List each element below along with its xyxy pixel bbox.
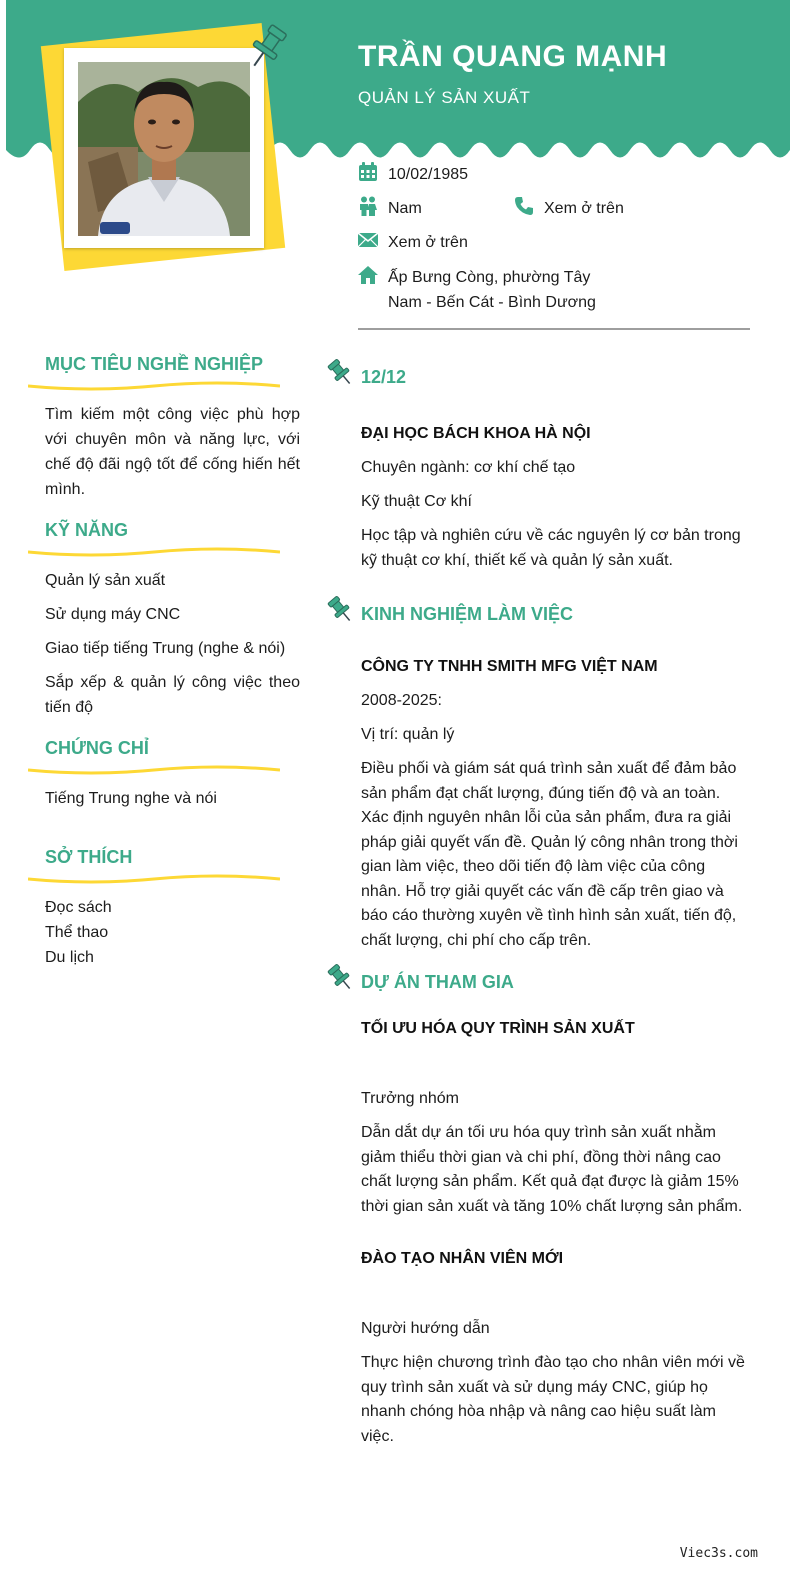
skill-item: Giao tiếp tiếng Trung (nghe & nói) (45, 640, 286, 657)
phone-icon (514, 196, 534, 216)
experience-section (326, 599, 746, 953)
project-name: ĐÀO TẠO NHÂN VIÊN MỚI (361, 1250, 564, 1267)
photo-frame (64, 48, 264, 248)
info-phone (514, 196, 624, 221)
info-gender (358, 196, 422, 221)
experience-heading: KINH NGHIỆM LÀM VIỆC (361, 604, 574, 624)
objective-heading: MỤC TIÊU NGHỀ NGHIỆP (45, 354, 264, 374)
project-role: Trưởng nhóm (361, 1090, 459, 1107)
education-description: Học tập và nghiên cứu về các nguyên lý cơ bản trong kỹ thuật cơ khí, thiết kế và quản lý sản xuất. (361, 527, 741, 569)
hobby-item: Du lịch (45, 949, 94, 966)
candidate-job-title: QUẢN LÝ SẢN XUẤT (358, 88, 531, 107)
right-column (326, 362, 746, 1449)
pushpin-icon (326, 358, 354, 388)
calendar-icon (358, 162, 378, 182)
skill-item: Sử dụng máy CNC (45, 606, 181, 623)
company-name: CÔNG TY TNHH SMITH MFG VIỆT NAM (361, 658, 658, 675)
hobby-item: Đọc sách (45, 899, 112, 916)
address-line-1: Ấp Bưng Còng, phường Tây (388, 269, 591, 286)
project-description: Thực hiện chương trình đào tạo cho nhân viên mới về quy trình sản xuất và sử dụng máy CNC, giúp họ nhanh chóng hòa nhập và nâng cao hiệu suất làm việc. (361, 1354, 745, 1445)
education-heading: 12/12 (361, 367, 407, 387)
hobbies-section (28, 843, 300, 970)
experience-period: 2008-2025: (361, 692, 442, 709)
hobby-item: Thể thao (45, 924, 109, 941)
experience-description: Điều phối và giám sát quá trình sản xuất để đảm bảo sản phẩm đạt chất lượng, đúng tiến độ và an toàn. Xác định nguyên nhân lỗi của sản phẩm, đưa ra giải pháp giải quyết vấn đề. Quản lý công nhân trong thời gian làm việc, theo dõi tiến độ làm việc của công nhân. Hỗ trợ giải quyết các vấn đề cấp trên giao và báo cáo thường xuyên về tình hình sản xuất, tiến độ, chất lượng, chi phí cho cấp trên. (361, 760, 738, 949)
people-icon (358, 196, 378, 216)
pushpin-icon (326, 963, 354, 993)
info-address (358, 265, 596, 315)
avatar (78, 62, 250, 236)
hobbies-heading: SỞ THÍCH (45, 847, 133, 867)
home-icon (358, 265, 378, 285)
skill-item: Quản lý sản xuất (45, 572, 166, 589)
wave-underline (28, 873, 280, 885)
email-value: Xem ở trên (388, 234, 468, 251)
info-birthdate (358, 162, 468, 187)
objective-section (28, 350, 300, 502)
education-section (326, 362, 746, 573)
projects-section (326, 967, 746, 1449)
gender-value: Nam (388, 200, 422, 217)
experience-position: Vị trí: quản lý (361, 726, 455, 743)
birthdate-value: 10/02/1985 (388, 166, 469, 183)
address-line-2: Nam - Bến Cát - Bình Dương (388, 294, 596, 311)
skills-heading: KỸ NĂNG (45, 520, 129, 540)
watermark: Viec3s.com (679, 1546, 758, 1561)
wave-underline (28, 380, 280, 392)
school-name: ĐẠI HỌC BÁCH KHOA HÀ NỘI (361, 425, 591, 442)
wave-underline (28, 764, 280, 776)
wave-underline (28, 546, 280, 558)
info-email (358, 230, 468, 255)
info-divider (358, 328, 750, 330)
certificates-section (28, 734, 300, 811)
skills-section (28, 516, 300, 720)
education-major: Chuyên ngành: cơ khí chế tạo (361, 459, 576, 476)
project-description: Dẫn dắt dự án tối ưu hóa quy trình sản xuất nhằm giảm thiểu thời gian và chi phí, đồng thời nâng cao chất lượng sản phẩm. Kết quả đạt được là giảm 15% thời gian sản xuất và tăng 10% chất lượng sản phẩm. (361, 1124, 743, 1215)
left-column (28, 350, 300, 984)
education-degree: Kỹ thuật Cơ khí (361, 493, 472, 510)
skill-item: Sắp xếp & quản lý công việc theo tiến độ (45, 674, 300, 716)
phone-value: Xem ở trên (544, 200, 624, 217)
pushpin-icon (326, 595, 354, 625)
certificates-heading: CHỨNG CHỈ (45, 738, 149, 758)
project-role: Người hướng dẫn (361, 1320, 490, 1337)
envelope-icon (358, 230, 378, 250)
objective-text: Tìm kiếm một công việc phù hợp với chuyên môn và năng lực, với chế độ đãi ngộ tốt để cống hiến hết mình. (45, 406, 300, 498)
project-name: TỐI ƯU HÓA QUY TRÌNH SẢN XUẤT (361, 1020, 635, 1037)
certificate-item: Tiếng Trung nghe và nói (45, 790, 217, 807)
pushpin-icon (244, 22, 292, 72)
candidate-name: TRẦN QUANG MẠNH (358, 40, 668, 73)
projects-heading: DỰ ÁN THAM GIA (361, 972, 514, 992)
